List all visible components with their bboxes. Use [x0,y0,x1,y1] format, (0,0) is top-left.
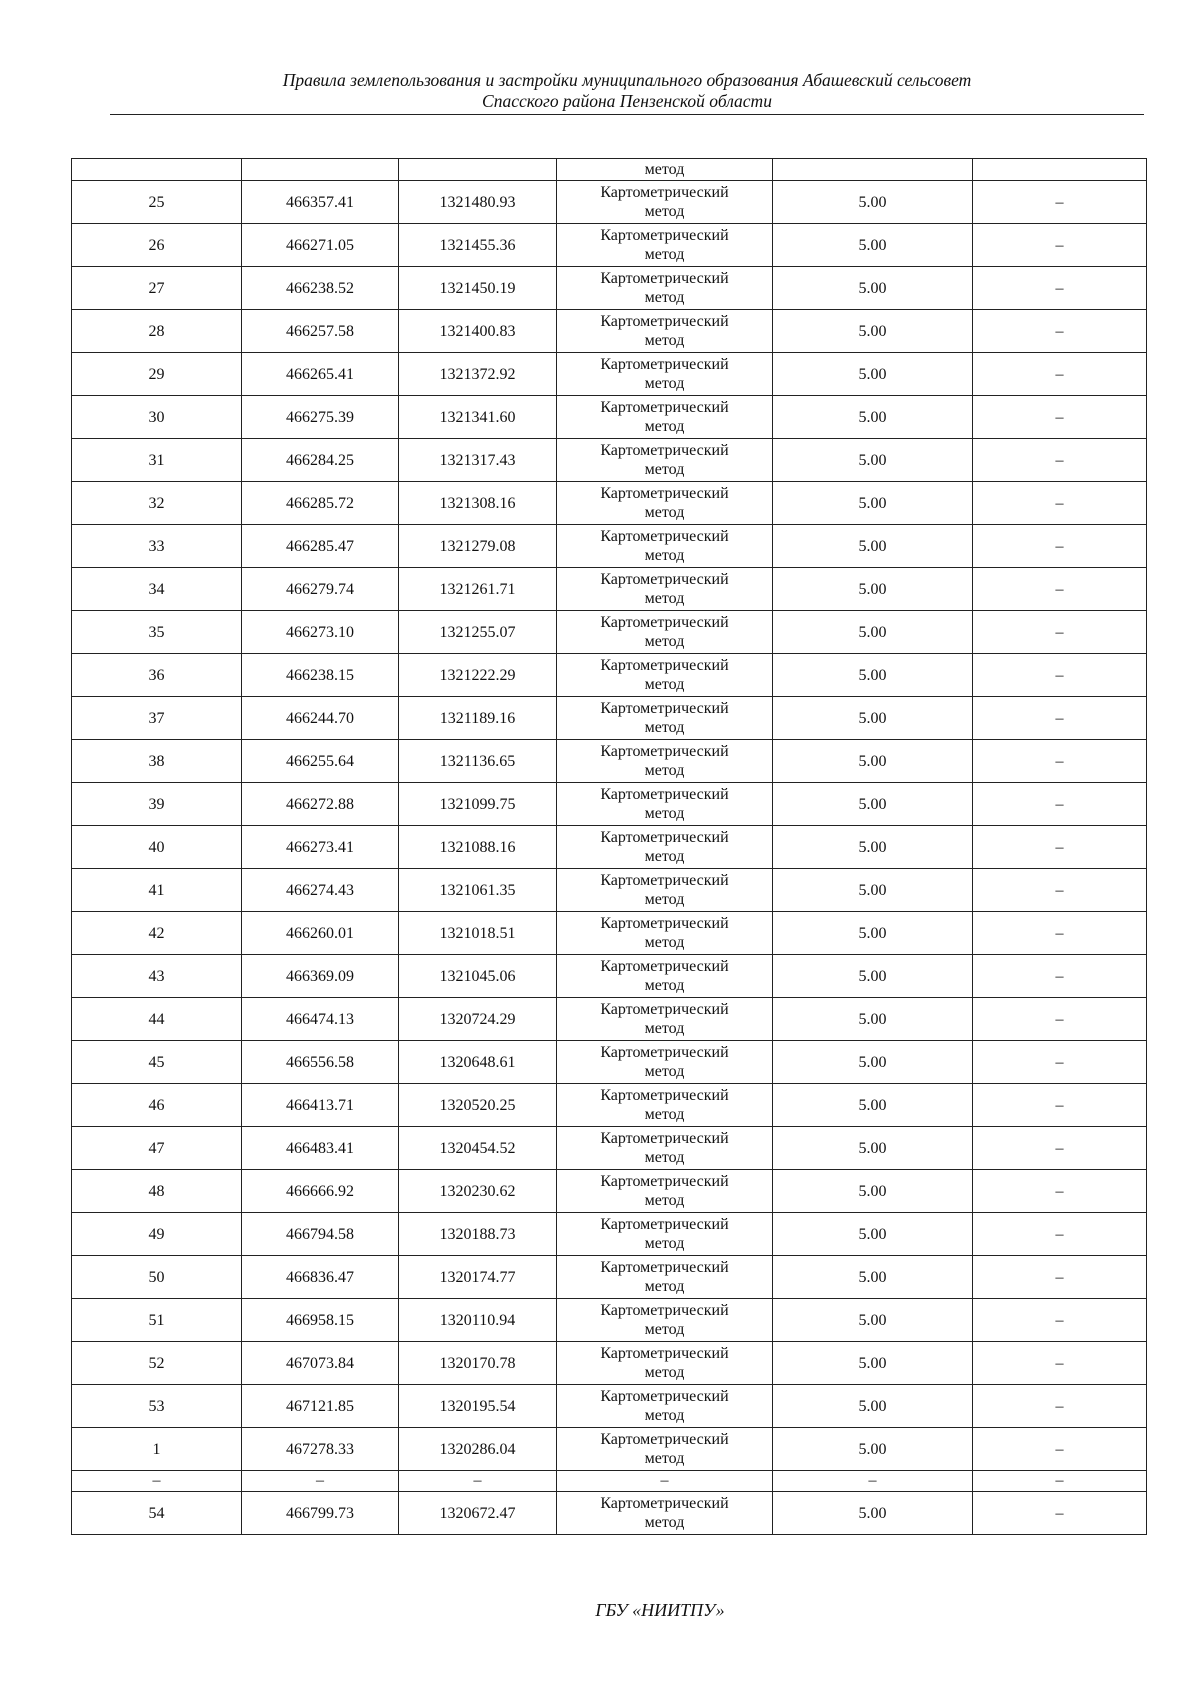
method-cell [557,783,773,826]
description-cell: – [973,697,1147,740]
x-coordinate-cell: 466794.58 [242,1213,399,1256]
table-row [72,1213,1147,1256]
precision-cell: 5.00 [773,1127,973,1170]
separator-cell: – [973,1471,1147,1492]
table-row [72,1127,1147,1170]
method-line-1: Картометрический [600,313,729,330]
precision-cell: 5.00 [773,396,973,439]
method-line-1: Картометрический [600,700,729,717]
description-cell: – [973,568,1147,611]
x-coordinate-cell: 466958.15 [242,1299,399,1342]
description-cell: – [973,396,1147,439]
point-number-cell: 29 [72,353,242,396]
description-cell: – [973,353,1147,396]
method-line-2: метод [644,934,685,951]
y-coordinate-cell: 1320174.77 [399,1256,557,1299]
method-line-2: метод [644,1407,685,1424]
description-cell: – [973,955,1147,998]
x-coordinate-cell: 466799.73 [242,1492,399,1535]
precision-cell: 5.00 [773,1342,973,1385]
method-line-2: метод [644,1278,685,1295]
precision-cell: 5.00 [773,1041,973,1084]
point-number-cell: 40 [72,826,242,869]
point-number-cell: 28 [72,310,242,353]
precision-cell: 5.00 [773,697,973,740]
method-cell [557,697,773,740]
table-row [72,1492,1147,1535]
description-cell: – [973,826,1147,869]
method-cell [557,1299,773,1342]
y-coordinate-cell: 1320286.04 [399,1428,557,1471]
y-coordinate-cell: 1321341.60 [399,396,557,439]
description-cell: – [973,740,1147,783]
point-number-cell: 32 [72,482,242,525]
method-line-1: Картометрический [600,915,729,932]
table-row [72,998,1147,1041]
table-row [72,353,1147,396]
point-number-cell: 42 [72,912,242,955]
method-cell [557,224,773,267]
description-cell: – [973,482,1147,525]
precision-cell: 5.00 [773,955,973,998]
x-coordinate-cell: 466265.41 [242,353,399,396]
table-row [72,912,1147,955]
description-cell: – [973,1428,1147,1471]
method-line-2: метод [644,891,685,908]
method-cell [557,396,773,439]
method-line-2: метод [644,1106,685,1123]
method-line-1: Картометрический [600,442,729,459]
precision-cell: 5.00 [773,439,973,482]
y-coordinate-cell: 1320230.62 [399,1170,557,1213]
precision-cell: 5.00 [773,181,973,224]
description-cell: – [973,912,1147,955]
y-coordinate-cell: 1321088.16 [399,826,557,869]
method-line-2: метод [644,633,685,650]
method-cell [557,1041,773,1084]
description-cell: – [973,310,1147,353]
y-coordinate-cell: 1320724.29 [399,998,557,1041]
y-coordinate-cell: 1321136.65 [399,740,557,783]
method-line-2: метод [644,848,685,865]
method-line-2: метод [644,203,685,220]
method-cell [557,1170,773,1213]
separator-cell: – [242,1471,399,1492]
precision-cell: 5.00 [773,1213,973,1256]
table-row [72,783,1147,826]
precision-cell: 5.00 [773,1256,973,1299]
table-row [72,955,1147,998]
description-cell: – [973,439,1147,482]
precision-cell: 5.00 [773,1299,973,1342]
table-row [72,697,1147,740]
method-line-1: Картометрический [600,829,729,846]
method-line-2: метод [644,762,685,779]
method-line-1: Картометрический [600,1087,729,1104]
point-number-cell: 30 [72,396,242,439]
footer-org [0,1600,1200,1621]
method-line-2: метод [644,504,685,521]
method-cell [557,181,773,224]
method-line-1: Картометрический [600,1173,729,1190]
description-cell: – [973,1170,1147,1213]
precision-cell: 5.00 [773,912,973,955]
method-cell [557,1428,773,1471]
method-line-2: метод [644,1192,685,1209]
table-row [72,1256,1147,1299]
precision-cell: 5.00 [773,783,973,826]
method-line-2: метод [644,676,685,693]
x-coordinate-cell: 466556.58 [242,1041,399,1084]
method-line-2: метод [644,418,685,435]
x-coordinate-cell: 466369.09 [242,955,399,998]
y-coordinate-cell: 1321317.43 [399,439,557,482]
description-cell: – [973,1492,1147,1535]
x-coordinate-cell: 466238.15 [242,654,399,697]
method-cell [557,482,773,525]
method-cell [557,568,773,611]
method-line-2: метод [644,1364,685,1381]
point-number-cell: 25 [72,181,242,224]
method-line-1: Картометрический [600,657,729,674]
separator-cell: – [773,1471,973,1492]
method-cell [557,611,773,654]
method-line-1: Картометрический [600,1216,729,1233]
description-cell: – [973,1084,1147,1127]
method-line-1: Картометрический [600,270,729,287]
x-coordinate-cell: 466273.10 [242,611,399,654]
y-coordinate-cell: 1321308.16 [399,482,557,525]
table-row [72,482,1147,525]
method-cell [557,353,773,396]
method-line-1: Картометрический [600,1259,729,1276]
separator-row [72,1471,1147,1492]
method-cell [557,869,773,912]
method-cell [557,1213,773,1256]
x-coordinate-cell: 466255.64 [242,740,399,783]
method-line-2: метод [644,1514,685,1531]
description-cell: – [973,1127,1147,1170]
precision-cell: 5.00 [773,654,973,697]
method-line-2: метод [644,461,685,478]
header-line-1: Правила землепользования и застройки муниципального образования Абашевский сельсовет [282,70,972,90]
x-coordinate-cell: 466273.41 [242,826,399,869]
x-coordinate-cell: 466285.72 [242,482,399,525]
y-coordinate-cell: 1321045.06 [399,955,557,998]
description-cell: – [973,611,1147,654]
method-cell [557,1127,773,1170]
x-coordinate-cell: 466666.92 [242,1170,399,1213]
point-number-cell: 41 [72,869,242,912]
method-cell [557,310,773,353]
point-number-cell: 51 [72,1299,242,1342]
description-cell: – [973,869,1147,912]
y-coordinate-cell: 1321261.71 [399,568,557,611]
method-line-2: метод [644,719,685,736]
description-cell: – [973,181,1147,224]
table-row [72,1428,1147,1471]
y-coordinate-cell: 1321222.29 [399,654,557,697]
method-line-1: Картометрический [600,184,729,201]
method-line-1: Картометрический [600,1130,729,1147]
table-row [72,568,1147,611]
y-coordinate-cell: 1321061.35 [399,869,557,912]
x-coordinate-cell: 466271.05 [242,224,399,267]
method-line-2: метод [644,977,685,994]
precision-cell: 5.00 [773,826,973,869]
table-row [72,826,1147,869]
method-line-1: Картометрический [600,958,729,975]
description-cell: – [973,267,1147,310]
x-coordinate-cell: 466260.01 [242,912,399,955]
method-line-1: Картометрический [600,1044,729,1061]
description-cell: – [973,1041,1147,1084]
x-coordinate-cell: 466284.25 [242,439,399,482]
x-coordinate-cell: 466483.41 [242,1127,399,1170]
method-line-1: Картометрический [600,485,729,502]
x-coordinate-cell: 466257.58 [242,310,399,353]
y-coordinate-cell: 1320195.54 [399,1385,557,1428]
method-line-2: метод [644,1235,685,1252]
method-cell [557,1256,773,1299]
x-coordinate-cell: 466275.39 [242,396,399,439]
y-coordinate-cell: 1320110.94 [399,1299,557,1342]
method-cell [557,1492,773,1535]
separator-cell: – [399,1471,557,1492]
y-coordinate-cell: 1321372.92 [399,353,557,396]
document-header [110,70,1144,115]
method-line-1: Картометрический [600,786,729,803]
method-line-1: Картометрический [600,1001,729,1018]
y-coordinate-cell: 1321450.19 [399,267,557,310]
x-coordinate-cell: 466413.71 [242,1084,399,1127]
method-cell [557,1084,773,1127]
point-number-cell: 33 [72,525,242,568]
method-line-2: метод [644,246,685,263]
table-row [72,869,1147,912]
method-cell [557,740,773,783]
point-number-cell: 34 [72,568,242,611]
table-row [72,267,1147,310]
method-line-1: Картометрический [600,872,729,889]
point-number-cell: 46 [72,1084,242,1127]
point-number-cell: 39 [72,783,242,826]
point-number-cell: 49 [72,1213,242,1256]
table-row [72,525,1147,568]
y-coordinate-cell: 1321279.08 [399,525,557,568]
method-cell [557,912,773,955]
method-line-1: Картометрический [600,743,729,760]
method-line-2: метод [644,332,685,349]
method-line-2: метод [644,375,685,392]
description-cell: – [973,998,1147,1041]
x-coordinate-cell: 466285.47 [242,525,399,568]
y-coordinate-cell: 1321480.93 [399,181,557,224]
precision-cell: 5.00 [773,224,973,267]
precision-cell: 5.00 [773,310,973,353]
separator-cell: – [557,1471,773,1492]
method-cell [557,955,773,998]
y-coordinate-cell: 1320672.47 [399,1492,557,1535]
x-coordinate-cell: 466274.43 [242,869,399,912]
x-coordinate-cell: 467121.85 [242,1385,399,1428]
precision-cell: 5.00 [773,869,973,912]
y-coordinate-cell: 1321455.36 [399,224,557,267]
precision-cell: 5.00 [773,1084,973,1127]
method-line-1: Картометрический [600,1388,729,1405]
point-number-cell: 50 [72,1256,242,1299]
point-number-cell: 27 [72,267,242,310]
method-cell: метод [557,159,773,181]
method-line-2: метод [644,1149,685,1166]
precision-cell: 5.00 [773,482,973,525]
description-cell: – [973,525,1147,568]
point-number-cell: 47 [72,1127,242,1170]
x-coordinate-cell: 466474.13 [242,998,399,1041]
precision-cell: 5.00 [773,611,973,654]
method-line-1: Картометрический [600,1431,729,1448]
table-row [72,1299,1147,1342]
point-number-cell: 1 [72,1428,242,1471]
method-line-1: Картометрический [600,356,729,373]
precision-cell: 5.00 [773,1385,973,1428]
point-number-cell: 26 [72,224,242,267]
table-row [72,611,1147,654]
x-coordinate-cell: 466244.70 [242,697,399,740]
x-coordinate-cell: 466836.47 [242,1256,399,1299]
point-number-cell: 45 [72,1041,242,1084]
precision-cell: 5.00 [773,525,973,568]
point-number-cell: 48 [72,1170,242,1213]
method-line-1: Картометрический [600,1345,729,1362]
table-row [72,181,1147,224]
precision-cell: 5.00 [773,353,973,396]
table-row [72,654,1147,697]
table-row [72,396,1147,439]
x-coordinate-cell: 467278.33 [242,1428,399,1471]
point-number-cell: 38 [72,740,242,783]
method-cell [557,1385,773,1428]
point-number-cell: 36 [72,654,242,697]
method-line-2: метод [644,1450,685,1467]
table-row [72,1385,1147,1428]
description-cell: – [973,654,1147,697]
table-row [72,439,1147,482]
precision-cell: 5.00 [773,267,973,310]
precision-cell: 5.00 [773,1428,973,1471]
y-coordinate-cell: 1320648.61 [399,1041,557,1084]
y-coordinate-cell: 1320188.73 [399,1213,557,1256]
method-line-2: метод [644,1321,685,1338]
point-number-cell: 35 [72,611,242,654]
method-line-2: метод [644,1020,685,1037]
table-row-continued [72,159,1147,181]
method-line-2: метод [644,289,685,306]
description-cell: – [973,1385,1147,1428]
point-number-cell: 44 [72,998,242,1041]
point-number-cell: 43 [72,955,242,998]
method-line-2: метод [644,547,685,564]
y-coordinate-cell: 1320170.78 [399,1342,557,1385]
coordinates-table [71,158,1147,1535]
table-row [72,1342,1147,1385]
x-coordinate-cell: 466357.41 [242,181,399,224]
method-line-2: метод [644,590,685,607]
method-line-2: метод [644,1063,685,1080]
method-line-1: Картометрический [600,614,729,631]
method-cell [557,826,773,869]
method-cell [557,1342,773,1385]
description-cell: – [973,1213,1147,1256]
x-coordinate-cell: 466238.52 [242,267,399,310]
x-coordinate-cell: 467073.84 [242,1342,399,1385]
description-cell: – [973,1256,1147,1299]
method-cell [557,525,773,568]
method-cell [557,654,773,697]
y-coordinate-cell: 1320520.25 [399,1084,557,1127]
method-cell [557,439,773,482]
y-coordinate-cell: 1321189.16 [399,697,557,740]
method-cell [557,998,773,1041]
table-row [72,310,1147,353]
method-line-1: Картометрический [600,1302,729,1319]
x-coordinate-cell: 466279.74 [242,568,399,611]
header-line-2: Спасского района Пензенской области [482,91,772,111]
method-line-1: Картометрический [600,528,729,545]
method-line-1: Картометрический [600,227,729,244]
table-row [72,224,1147,267]
table-row [72,1170,1147,1213]
point-number-cell: 54 [72,1492,242,1535]
point-number-cell: 37 [72,697,242,740]
method-cell [557,267,773,310]
precision-cell: 5.00 [773,740,973,783]
y-coordinate-cell: 1321018.51 [399,912,557,955]
point-number-cell: 52 [72,1342,242,1385]
description-cell: – [973,1342,1147,1385]
separator-cell: – [72,1471,242,1492]
method-line-1: Картометрический [600,571,729,588]
precision-cell: 5.00 [773,1170,973,1213]
y-coordinate-cell: 1321400.83 [399,310,557,353]
table-row [72,1041,1147,1084]
method-line-1: Картометрический [600,1495,729,1512]
footer-org-text: ГБУ «НИИТПУ» [595,1600,725,1620]
x-coordinate-cell: 466272.88 [242,783,399,826]
table-row [72,1084,1147,1127]
description-cell: – [973,1299,1147,1342]
description-cell: – [973,783,1147,826]
point-number-cell: 31 [72,439,242,482]
table-row [72,740,1147,783]
method-line-2: метод [644,805,685,822]
y-coordinate-cell: 1321255.07 [399,611,557,654]
y-coordinate-cell: 1320454.52 [399,1127,557,1170]
precision-cell: 5.00 [773,568,973,611]
y-coordinate-cell: 1321099.75 [399,783,557,826]
point-number-cell: 53 [72,1385,242,1428]
precision-cell: 5.00 [773,998,973,1041]
method-line-1: Картометрический [600,399,729,416]
description-cell: – [973,224,1147,267]
precision-cell: 5.00 [773,1492,973,1535]
